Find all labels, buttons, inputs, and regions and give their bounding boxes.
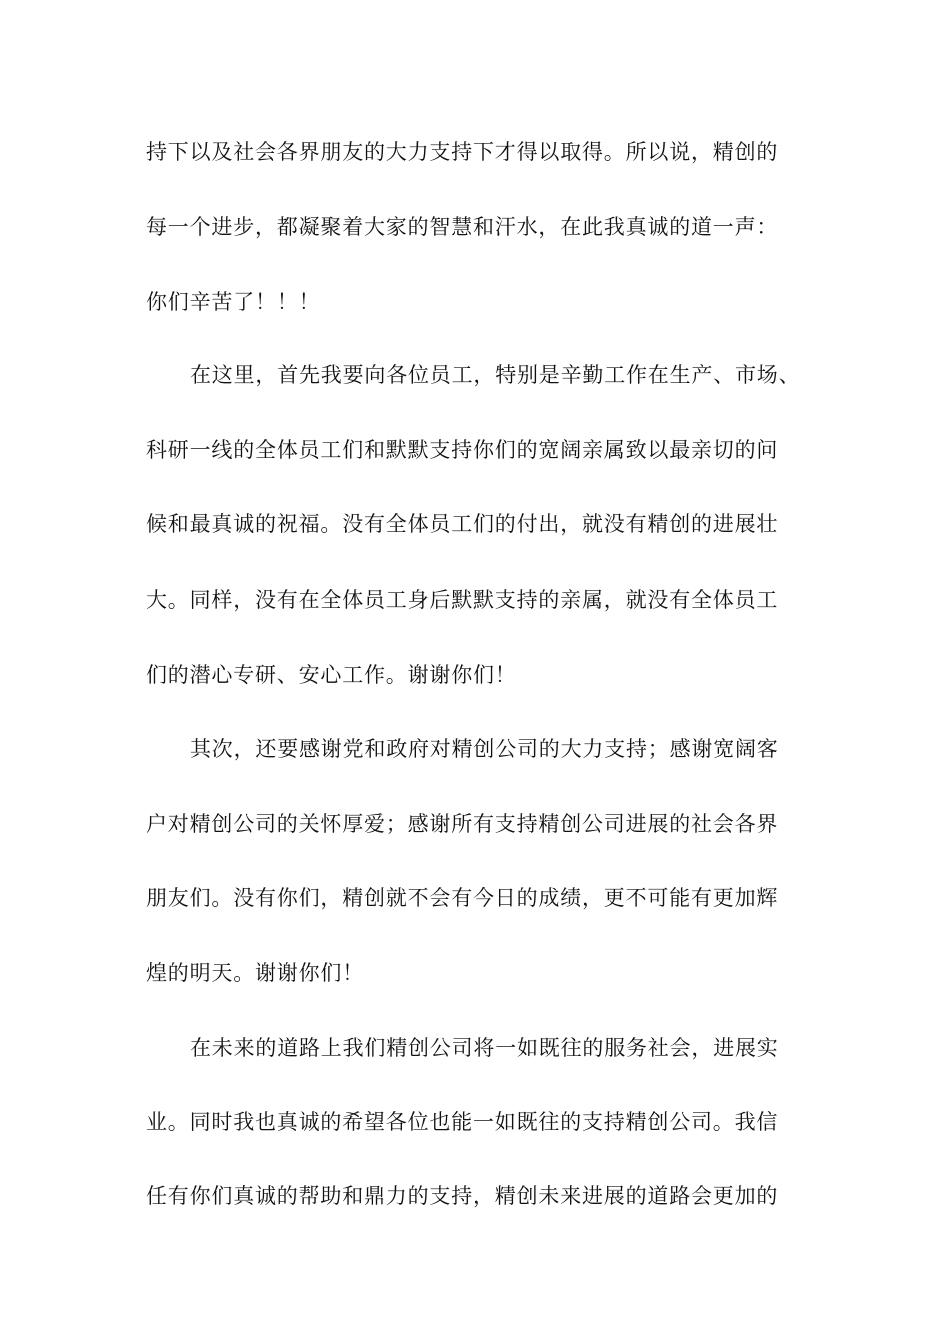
paragraph-4-line-1: 在未来的道路上我们精创公司将一如既往的服务社会，进展实 <box>190 1036 779 1060</box>
paragraph-4-line-2: 业。同时我也真诚的希望各位也能一如既往的支持精创公司。我信 <box>146 1110 779 1134</box>
paragraph-2-line-3: 候和最真诚的祝福。没有全体员工们的付出，就没有精创的进展壮 <box>146 512 779 536</box>
paragraph-2-line-1: 在这里，首先我要向各位员工，特别是辛勤工作在生产、市场、 <box>190 363 801 387</box>
paragraph-2-line-2: 科研一线的全体员工们和默默支持你们的宽阔亲属致以最亲切的问 <box>146 438 779 462</box>
paragraph-2-line-5: 们的潜心专研、安心工作。谢谢你们！ <box>146 663 517 687</box>
paragraph-4-line-3: 任有你们真诚的帮助和鼎力的支持，精创未来进展的道路会更加的 <box>146 1184 779 1208</box>
paragraph-3-line-2: 户对精创公司的关怀厚爱；感谢所有支持精创公司进展的社会各界 <box>146 812 779 836</box>
paragraph-3-line-1: 其次，还要感谢党和政府对精创公司的大力支持；感谢宽阔客 <box>190 737 779 761</box>
paragraph-1-line-1: 持下以及社会各界朋友的大力支持下才得以取得。所以说，精创的 <box>146 140 779 164</box>
paragraph-3-line-4: 煌的明天。谢谢你们！ <box>146 961 364 985</box>
paragraph-2-line-4: 大。同样，没有在全体员工身后默默支持的亲属，就没有全体员工 <box>146 588 779 612</box>
paragraph-3-line-3: 朋友们。没有你们，精创就不会有今日的成绩，更不可能有更加辉 <box>146 886 779 910</box>
paragraph-1-line-3: 你们辛苦了！！！ <box>146 290 321 314</box>
paragraph-1-line-2: 每一个进步，都凝聚着大家的智慧和汗水，在此我真诚的道一声： <box>146 215 779 239</box>
